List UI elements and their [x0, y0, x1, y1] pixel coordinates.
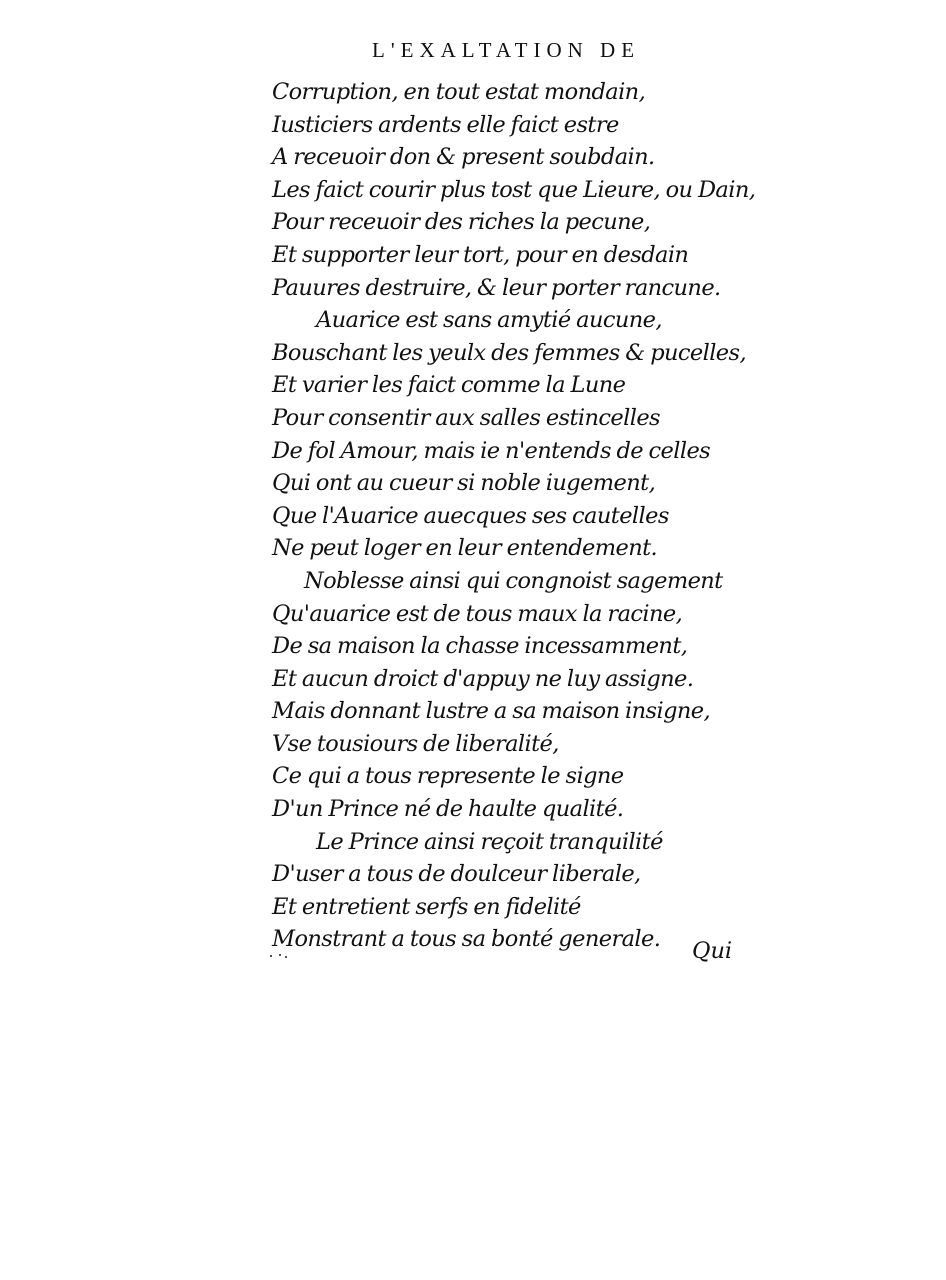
verse-line: Et entretient serfs en fidelité	[272, 893, 581, 920]
verse-line: Qu'auarice est de tous maux la racine,	[272, 600, 683, 627]
running-head: L'EXALTATION DE	[372, 38, 641, 62]
verse-line: Que l'Auarice auecques ses cautelles	[272, 502, 669, 529]
verse-line: Bouschant les yeulx des femmes & pucelles,	[272, 339, 747, 366]
verse-line: Iusticiers ardents elle faict estre	[272, 111, 619, 138]
verse-line: Vse tousiours de liberalité,	[272, 730, 559, 757]
verse-line: Pour consentir aux salles estincelles	[272, 404, 660, 431]
verse-line: De fol Amour, mais ie n'entends de celles	[272, 437, 711, 464]
verse-line: Et varier les faict comme la Lune	[272, 372, 626, 399]
catchword: Qui	[692, 938, 733, 964]
verse-line: Et supporter leur tort, pour en desdain	[272, 241, 689, 268]
verse-line: Noblesse ainsi qui congnoist sagement	[304, 567, 723, 594]
verse-block	[272, 76, 755, 956]
verse-line: Monstrant a tous sa bonté generale.	[272, 926, 661, 953]
verse-line: D'user a tous de doulceur liberale,	[272, 861, 641, 888]
print-speck	[270, 954, 288, 958]
verse-line: Le Prince ainsi reçoit tranquilité	[316, 828, 663, 855]
verse-line: De sa maison la chasse incessamment,	[272, 633, 688, 660]
verse-line: Et aucun droict d'appuy ne luy assigne.	[272, 665, 694, 692]
verse-line: Qui ont au cueur si noble iugement,	[272, 470, 656, 497]
verse-line: D'un Prince né de haulte qualité.	[272, 796, 624, 823]
verse-line: Corruption, en tout estat mondain,	[272, 79, 646, 105]
verse-line: Auarice est sans amytié aucune,	[316, 307, 662, 334]
verse-line: Ne peut loger en leur entendement.	[272, 535, 658, 562]
verse-line: A receuoir don & present soubdain.	[272, 144, 655, 171]
verse-line: Mais donnant lustre a sa maison insigne,	[272, 698, 711, 725]
verse-line: Pour receuoir des riches la pecune,	[272, 209, 651, 236]
verse-line: Ce qui a tous represente le signe	[272, 763, 624, 790]
verse-line: Les faict courir plus tost que Lieure, ou Dain,	[272, 176, 756, 203]
verse-line: Pauures destruire, & leur porter rancune.	[272, 274, 721, 301]
